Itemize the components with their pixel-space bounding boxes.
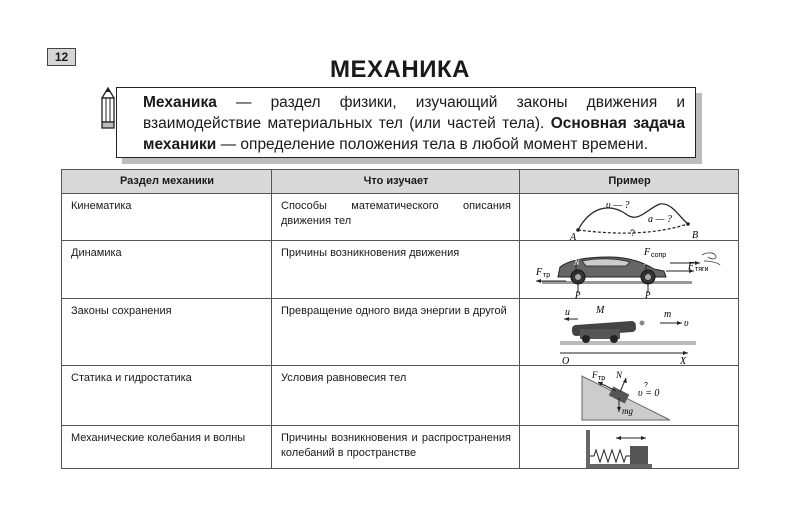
page-number: 12 (47, 48, 76, 66)
statics-incline-diagram (520, 366, 738, 426)
definition-box (116, 87, 696, 158)
studies-cell: Способы математического описания движения тел (272, 194, 520, 240)
definition-text: — раздел физики, изучающий законы движения и взаимодействие материальных тел (или частей тела). (143, 94, 685, 132)
label-m: m (664, 309, 672, 320)
label-f-fric: F (536, 267, 543, 278)
studies-cell: Превращение одного вида энергии в другой (272, 299, 520, 365)
kinematics-trajectory-diagram (520, 194, 738, 241)
label-p2: P (645, 290, 651, 299)
oscillation-spring-diagram (520, 426, 738, 470)
label-f-fric-sub: тр (543, 272, 551, 279)
label-O: O (562, 356, 570, 366)
label-velocity: υ — ? (606, 200, 630, 211)
label-n1: N (574, 258, 580, 267)
label-f-thrust-sub: тяги (695, 266, 709, 273)
section-cell: Динамика (62, 241, 272, 298)
label-X: X (680, 356, 687, 366)
page-title: МЕХАНИКА (330, 56, 470, 83)
table-row (62, 193, 738, 240)
table-header-row (62, 170, 738, 193)
header-example: Пример (608, 175, 651, 187)
section-cell: Кинематика (62, 194, 272, 240)
term-mechanics: Механика (143, 94, 217, 111)
label-b-point: B (692, 230, 699, 241)
section-cell: Механические колебания и волны (62, 426, 272, 469)
label-mg: mg (622, 406, 633, 416)
header-studies: Что изучает (272, 170, 520, 193)
label-v-zero: υ = 0 (638, 388, 660, 399)
section-cell: Статика и гидростатика (62, 366, 272, 425)
label-question: ? (630, 228, 636, 238)
label-a-point: A (570, 232, 577, 241)
studies-cell: Причины возникновения и распространения колебаний в пространстве (272, 426, 520, 469)
term-main-task: Основная задача механики (143, 115, 685, 153)
table-row (62, 240, 738, 298)
label-N: N (616, 370, 623, 380)
studies-cell: Причины возникновения движения (272, 241, 520, 298)
label-question: ? (644, 382, 648, 389)
table-row (62, 298, 738, 365)
label-n2: N (644, 258, 650, 267)
label-u: u (565, 307, 570, 318)
example-cell (520, 241, 738, 298)
conservation-cannon-diagram (520, 299, 738, 366)
example-cell (520, 299, 738, 365)
label-f-resist-sub: сопр (651, 252, 667, 259)
label-v: υ (684, 318, 689, 329)
label-acceleration: a — ? (648, 214, 672, 225)
main-task-text: — определение положения тела в любой момент времени. (216, 136, 649, 153)
mechanics-table (61, 169, 739, 469)
label-f-fric-sub: тр (598, 375, 606, 382)
dynamics-car-diagram (520, 241, 738, 299)
section-cell: Законы сохранения (62, 299, 272, 365)
table-row (62, 425, 738, 469)
label-f-thrust: F (688, 261, 695, 272)
example-cell (520, 426, 738, 469)
label-p1: P (575, 290, 581, 299)
label-f-fric: F (592, 370, 598, 380)
label-M: M (596, 305, 605, 316)
example-cell (520, 194, 738, 240)
header-section: Раздел механики (62, 170, 272, 193)
label-f-resist: F (644, 247, 651, 258)
table-row (62, 365, 738, 425)
example-cell (520, 366, 738, 425)
studies-cell: Условия равновесия тел (272, 366, 520, 425)
